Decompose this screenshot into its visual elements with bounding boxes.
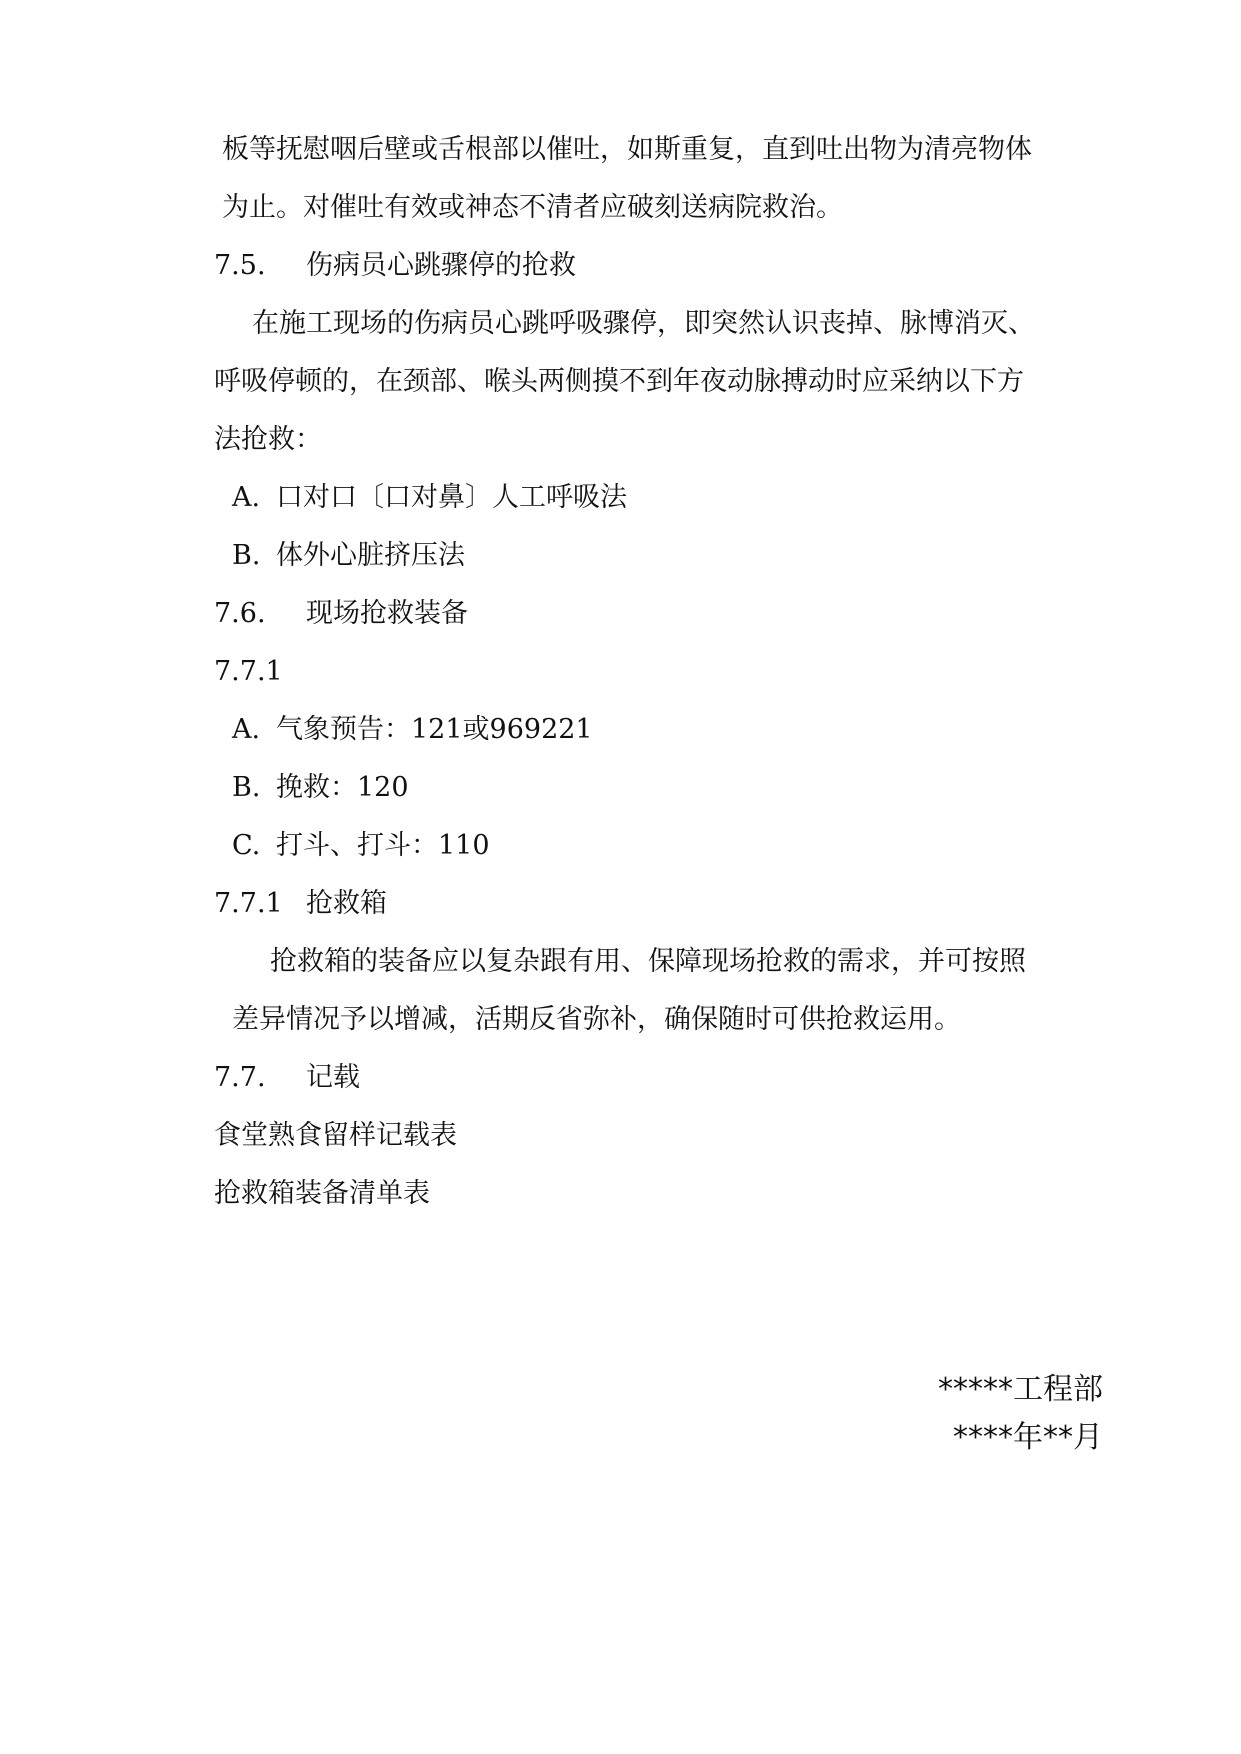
list-marker: B. xyxy=(232,540,261,571)
list-item-text: 挽救：120 xyxy=(276,772,409,803)
list-item-text: 气象预告：121或969221 xyxy=(276,714,593,745)
list-marker: A. xyxy=(232,714,261,745)
paragraph-line: 为止。对催吐有效或神态不清者应破刻送病院救治。 xyxy=(222,192,843,223)
list-item-text: 口对口〔口对鼻〕人工呼吸法 xyxy=(276,482,627,513)
paragraph-line: 抢救箱的装备应以复杂跟有用、保障现场抢救的需求，并可按照 xyxy=(270,946,1026,977)
section-title: 记载 xyxy=(306,1062,360,1093)
list-item xyxy=(232,826,490,866)
list-marker: C. xyxy=(232,830,261,861)
signature-date: ****年**月 xyxy=(953,1420,1103,1455)
list-item-text: 体外心脏挤压法 xyxy=(276,540,465,571)
section-number: 7.7.1 xyxy=(214,656,283,687)
signature-department: *****工程部 xyxy=(938,1372,1103,1407)
list-item xyxy=(232,536,465,576)
section-heading-7-7 xyxy=(214,1058,360,1098)
paragraph-line: 差异情况予以增减，活期反省弥补，确保随时可供抢救运用。 xyxy=(232,1004,961,1035)
section-number: 7.7.1 xyxy=(214,888,283,919)
list-item xyxy=(232,768,409,808)
list-item-text: 打斗、打斗：110 xyxy=(276,830,490,861)
section-number: 7.7. xyxy=(214,1062,266,1093)
paragraph-line: 在施工现场的伤病员心跳呼吸骤停，即突然认识丧掉、脉博消灭、 xyxy=(252,308,1035,339)
section-heading-7-5 xyxy=(214,246,576,286)
record-item: 抢救箱装备清单表 xyxy=(214,1178,430,1209)
paragraph-line: 呼吸停顿的，在颈部、喉头两侧摸不到年夜动脉搏动时应采纳以下方 xyxy=(214,366,1024,397)
section-heading-7-6 xyxy=(214,594,468,634)
paragraph-line: 法抢救： xyxy=(214,424,322,455)
section-title: 抢救箱 xyxy=(306,888,387,919)
section-heading-7-7-1 xyxy=(214,652,283,692)
record-item: 食堂熟食留样记载表 xyxy=(214,1120,457,1151)
list-item xyxy=(232,478,627,518)
section-number: 7.5. xyxy=(214,250,266,281)
section-title: 现场抢救装备 xyxy=(306,598,468,629)
section-number: 7.6. xyxy=(214,598,266,629)
list-marker: B. xyxy=(232,772,261,803)
section-heading-7-7-1-kit xyxy=(214,884,387,924)
paragraph-line: 板等抚慰咽后壁或舌根部以催吐，如斯重复，直到吐出物为清亮物体 xyxy=(222,134,1032,165)
list-marker: A. xyxy=(232,482,261,513)
list-item xyxy=(232,710,593,750)
section-title: 伤病员心跳骤停的抢救 xyxy=(306,250,576,281)
